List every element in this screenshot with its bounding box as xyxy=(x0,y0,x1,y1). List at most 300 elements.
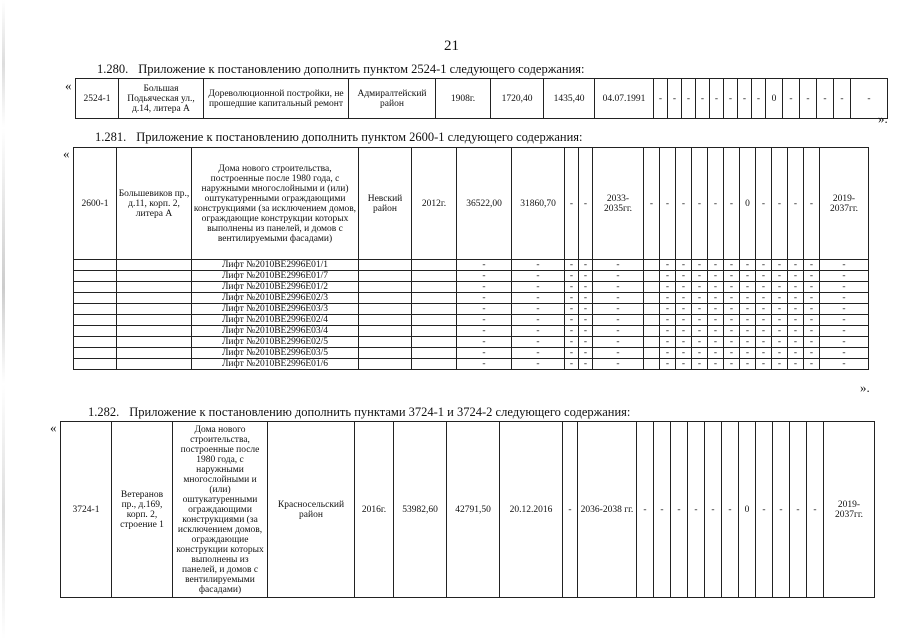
cell-dash: - xyxy=(788,282,804,293)
cell-dash: - xyxy=(660,315,676,326)
cell-dash: - xyxy=(660,326,676,337)
cell-dash: - xyxy=(692,315,708,326)
cell-dash: - xyxy=(593,271,644,282)
cell-dash: - xyxy=(756,348,772,359)
cell-dash: - xyxy=(660,260,676,271)
cell-dash: - xyxy=(579,315,593,326)
cell-dash: - xyxy=(820,260,869,271)
cell-value: - xyxy=(772,148,788,260)
cell-dash: - xyxy=(708,271,724,282)
cell-date: 20.12.2016 xyxy=(500,422,563,598)
cell-dash: - xyxy=(593,326,644,337)
cell-value: - xyxy=(752,79,766,119)
cell-dash: - xyxy=(660,282,676,293)
table-row-lift xyxy=(74,304,869,315)
cell-dash: - xyxy=(457,282,512,293)
cell-dash: - xyxy=(804,326,820,337)
cell-lift-name: Лифт №2010BE2996E01/7 xyxy=(192,271,359,282)
quote-open: « xyxy=(63,146,70,161)
cell-dash: - xyxy=(804,282,820,293)
cell-dash: - xyxy=(820,337,869,348)
section-number: 1.282. xyxy=(88,405,120,419)
cell-dash: - xyxy=(512,337,565,348)
cell-empty xyxy=(412,359,457,370)
cell-dash: - xyxy=(579,348,593,359)
cell-dash: - xyxy=(804,348,820,359)
section-heading-1282 xyxy=(88,405,630,420)
cell-empty xyxy=(644,293,660,304)
cell-lift-name: Лифт №2010BE2996E01/6 xyxy=(192,359,359,370)
cell-district: Невский район xyxy=(359,148,412,260)
cell-dash: - xyxy=(692,260,708,271)
cell-year: 1908г. xyxy=(436,79,491,119)
cell-dash: - xyxy=(820,304,869,315)
table-row-main xyxy=(74,148,869,260)
cell-empty xyxy=(117,315,192,326)
cell-dash: - xyxy=(593,337,644,348)
cell-dash: - xyxy=(579,304,593,315)
cell-dash: - xyxy=(692,282,708,293)
cell-dash: - xyxy=(756,326,772,337)
cell-value: - xyxy=(688,422,705,598)
table-1281 xyxy=(73,147,869,370)
cell-id: 3724-1 xyxy=(61,422,112,598)
cell-dash: - xyxy=(788,315,804,326)
cell-empty xyxy=(644,260,660,271)
cell-empty xyxy=(117,348,192,359)
cell-dash: - xyxy=(708,359,724,370)
cell-empty xyxy=(644,304,660,315)
cell-dash: - xyxy=(788,271,804,282)
cell-dash: - xyxy=(512,359,565,370)
cell-lift-name: Лифт №2010BE2996E03/5 xyxy=(192,348,359,359)
cell-dash: - xyxy=(593,260,644,271)
cell-period: 2033-2035гг. xyxy=(593,148,644,260)
cell-dash: - xyxy=(788,304,804,315)
cell-dash: - xyxy=(692,271,708,282)
cell-dash: - xyxy=(692,348,708,359)
table-row-lift xyxy=(74,348,869,359)
cell-dash: - xyxy=(740,337,756,348)
cell-dash: - xyxy=(724,359,740,370)
cell-area-living: 42791,50 xyxy=(447,422,500,598)
cell-area-living: 1435,40 xyxy=(544,79,595,119)
cell-description: Дореволюционной постройки, не прошедшие капитальный ремонт xyxy=(204,79,349,119)
cell-value: - xyxy=(710,79,724,119)
cell-empty xyxy=(359,282,412,293)
cell-dash: - xyxy=(692,304,708,315)
cell-value: 0 xyxy=(740,148,756,260)
cell-area-living: 31860,70 xyxy=(512,148,565,260)
cell-dash: - xyxy=(804,293,820,304)
page-number: 21 xyxy=(444,38,459,54)
cell-dash: - xyxy=(756,260,772,271)
cell-value: - xyxy=(788,148,804,260)
cell-empty xyxy=(117,293,192,304)
cell-empty xyxy=(359,326,412,337)
cell-dash: - xyxy=(740,315,756,326)
cell-dash: - xyxy=(676,337,692,348)
cell-year: 2016г. xyxy=(355,422,394,598)
cell-dash: - xyxy=(740,260,756,271)
cell-dash: - xyxy=(708,315,724,326)
cell-value: - xyxy=(682,79,696,119)
cell-address: Ветеранов пр., д.169, корп. 2, строение 1 xyxy=(112,422,173,598)
cell-dash: - xyxy=(724,293,740,304)
table-row xyxy=(76,79,888,119)
cell-dash: - xyxy=(676,304,692,315)
cell-empty xyxy=(412,304,457,315)
cell-dash: - xyxy=(660,359,676,370)
cell-dash: - xyxy=(708,304,724,315)
table-row-lift xyxy=(74,271,869,282)
table-row-lift xyxy=(74,337,869,348)
cell-value: - xyxy=(724,148,740,260)
cell-dash: - xyxy=(740,326,756,337)
cell-end-period: 2019-2037гг. xyxy=(820,148,869,260)
cell-dash: - xyxy=(740,359,756,370)
cell-value: - xyxy=(804,148,820,260)
cell-lift-name: Лифт №2010BE2996E02/4 xyxy=(192,315,359,326)
cell-dash: - xyxy=(676,271,692,282)
cell-dash: - xyxy=(772,337,788,348)
table-1282 xyxy=(60,421,875,598)
cell-value: - xyxy=(708,148,724,260)
cell-dash: - xyxy=(692,326,708,337)
cell-value: - xyxy=(696,79,710,119)
cell-empty xyxy=(644,337,660,348)
cell-c2: - xyxy=(579,148,593,260)
cell-dash: - xyxy=(512,293,565,304)
cell-dash: - xyxy=(772,271,788,282)
cell-empty xyxy=(412,315,457,326)
cell-dash: - xyxy=(565,293,579,304)
cell-value: - xyxy=(783,79,800,119)
cell-dash: - xyxy=(457,326,512,337)
cell-dash: - xyxy=(593,282,644,293)
cell-lift-name: Лифт №2010BE2996E02/3 xyxy=(192,293,359,304)
cell-dash: - xyxy=(565,260,579,271)
cell-empty xyxy=(74,359,117,370)
cell-dash: - xyxy=(565,348,579,359)
cell-period: 2036-2038 гг. xyxy=(578,422,637,598)
cell-empty xyxy=(117,304,192,315)
cell-dash: - xyxy=(676,359,692,370)
cell-dash: - xyxy=(788,348,804,359)
cell-value: - xyxy=(773,422,790,598)
cell-dash: - xyxy=(512,315,565,326)
cell-empty xyxy=(359,271,412,282)
cell-value: - xyxy=(660,148,676,260)
cell-value: - xyxy=(790,422,807,598)
cell-dash: - xyxy=(820,293,869,304)
cell-empty xyxy=(412,260,457,271)
cell-dash: - xyxy=(708,260,724,271)
cell-dash: - xyxy=(708,282,724,293)
cell-dash: - xyxy=(772,293,788,304)
cell-address: Большая Подьяческая ул., д.14, литера А xyxy=(119,79,204,119)
cell-dash: - xyxy=(565,359,579,370)
cell-dash: - xyxy=(788,293,804,304)
cell-empty xyxy=(359,348,412,359)
cell-dash: - xyxy=(676,326,692,337)
cell-dash: - xyxy=(457,304,512,315)
cell-dash: - xyxy=(593,304,644,315)
cell-dash: - xyxy=(676,315,692,326)
cell-dash: - xyxy=(772,326,788,337)
cell-dash: - xyxy=(660,293,676,304)
cell-end-period: 2019-2037гг. xyxy=(824,422,875,598)
cell-dash: - xyxy=(804,315,820,326)
cell-empty xyxy=(644,315,660,326)
cell-dash: - xyxy=(593,348,644,359)
cell-dash: - xyxy=(772,359,788,370)
cell-dash: - xyxy=(724,271,740,282)
cell-dash: - xyxy=(565,304,579,315)
cell-empty xyxy=(74,260,117,271)
cell-dash: - xyxy=(804,260,820,271)
cell-lift-name: Лифт №2010BE2996E01/2 xyxy=(192,282,359,293)
cell-dash: - xyxy=(772,304,788,315)
cell-dash: - xyxy=(820,271,869,282)
cell-dash: - xyxy=(740,304,756,315)
cell-empty xyxy=(412,348,457,359)
cell-empty xyxy=(74,315,117,326)
quote-close: ». xyxy=(878,111,888,126)
cell-dash: - xyxy=(579,282,593,293)
cell-dash: - xyxy=(593,315,644,326)
cell-empty xyxy=(74,348,117,359)
cell-dash: - xyxy=(692,293,708,304)
cell-value: - xyxy=(637,422,654,598)
section-heading-1280 xyxy=(97,62,585,77)
cell-value: - xyxy=(756,148,772,260)
cell-value: - xyxy=(851,79,888,119)
cell-dash: - xyxy=(457,260,512,271)
cell-empty xyxy=(74,304,117,315)
cell-empty xyxy=(644,359,660,370)
cell-dash: - xyxy=(756,282,772,293)
cell-empty xyxy=(359,359,412,370)
cell-empty xyxy=(412,326,457,337)
cell-description: Дома нового строительства, построенные после 1980 года, с наружными многослойными и (или) оштукатуренными ограждающими конструкциями (за исключением домов, ограждающие конструкции которых выполнены из панелей, и домов с вентилируемыми фасадами) xyxy=(192,148,359,260)
table-row-lift xyxy=(74,293,869,304)
cell-empty xyxy=(359,260,412,271)
cell-empty xyxy=(117,260,192,271)
cell-dash: - xyxy=(820,326,869,337)
section-number: 1.280. xyxy=(97,62,129,76)
cell-dash: - xyxy=(740,348,756,359)
cell-dash: - xyxy=(756,293,772,304)
quote-open: « xyxy=(50,420,57,435)
cell-lift-name: Лифт №2010BE2996E03/4 xyxy=(192,326,359,337)
cell-value: - xyxy=(807,422,824,598)
cell-id: 2524-1 xyxy=(76,79,119,119)
cell-district: Адмиралтейский район xyxy=(349,79,436,119)
cell-value: - xyxy=(668,79,682,119)
cell-dash: - xyxy=(724,282,740,293)
cell-dash: - xyxy=(708,293,724,304)
cell-dash: - xyxy=(820,282,869,293)
cell-dash: - xyxy=(660,271,676,282)
cell-value: 0 xyxy=(766,79,783,119)
cell-area-total: 36522,00 xyxy=(457,148,512,260)
table-row-lift xyxy=(74,326,869,337)
cell-area-total: 1720,40 xyxy=(491,79,544,119)
cell-dash: - xyxy=(457,337,512,348)
cell-empty xyxy=(359,304,412,315)
cell-dash: - xyxy=(692,337,708,348)
cell-lift-name: Лифт №2010BE2996E02/5 xyxy=(192,337,359,348)
section-title: Приложение к постановлению дополнить пунктами 3724-1 и 3724-2 следующего содержания: xyxy=(129,405,631,419)
cell-dash: - xyxy=(756,337,772,348)
section-title: Приложение к постановлению дополнить пунктом 2524-1 следующего содержания: xyxy=(138,62,585,76)
cell-dash: - xyxy=(740,282,756,293)
cell-dash: - xyxy=(772,260,788,271)
cell-dash: - xyxy=(724,304,740,315)
cell-empty xyxy=(74,271,117,282)
cell-dash: - xyxy=(692,359,708,370)
cell-dash: - xyxy=(724,337,740,348)
table-row-lift xyxy=(74,359,869,370)
scan-edge xyxy=(2,0,5,640)
cell-dash: - xyxy=(457,271,512,282)
cell-dash: - xyxy=(676,348,692,359)
cell-value: - xyxy=(692,148,708,260)
cell-value: - xyxy=(756,422,773,598)
cell-dash: - xyxy=(724,315,740,326)
cell-dash: - xyxy=(565,271,579,282)
cell-dash: - xyxy=(593,359,644,370)
cell-empty xyxy=(117,271,192,282)
cell-value: - xyxy=(705,422,722,598)
cell-value: - xyxy=(800,79,817,119)
cell-dash: - xyxy=(660,337,676,348)
cell-empty xyxy=(74,282,117,293)
cell-dash: - xyxy=(512,271,565,282)
quote-close: ». xyxy=(860,380,870,395)
cell-lift-name: Лифт №2010BE2996E01/1 xyxy=(192,260,359,271)
cell-dash: - xyxy=(660,348,676,359)
cell-dash: - xyxy=(512,326,565,337)
cell-dash: - xyxy=(579,359,593,370)
cell-dash: - xyxy=(579,337,593,348)
cell-dash: - xyxy=(804,337,820,348)
cell-dash: - xyxy=(676,260,692,271)
cell-dash: - xyxy=(676,282,692,293)
cell-value: - xyxy=(724,79,738,119)
cell-dash: - xyxy=(788,260,804,271)
cell-dash: - xyxy=(579,260,593,271)
cell-empty xyxy=(74,293,117,304)
cell-empty xyxy=(644,326,660,337)
cell-dash: - xyxy=(579,271,593,282)
cell-dash: - xyxy=(457,348,512,359)
cell-dash: - xyxy=(756,359,772,370)
cell-dash: - xyxy=(565,315,579,326)
table-1280 xyxy=(75,78,888,119)
cell-dash: - xyxy=(593,293,644,304)
cell-dash: - xyxy=(756,315,772,326)
cell-year: 2012г. xyxy=(412,148,457,260)
cell-empty xyxy=(644,282,660,293)
cell-dash: - xyxy=(788,337,804,348)
cell-value: - xyxy=(676,148,692,260)
cell-dash: - xyxy=(724,348,740,359)
cell-c1: - xyxy=(565,148,579,260)
cell-district: Красносельский район xyxy=(268,422,355,598)
section-title: Приложение к постановлению дополнить пунктом 2600-1 следующего содержания: xyxy=(136,130,583,144)
cell-dash: - xyxy=(804,359,820,370)
cell-empty xyxy=(74,337,117,348)
cell-dash: - xyxy=(512,304,565,315)
cell-dash: - xyxy=(512,260,565,271)
cell-dash: - xyxy=(804,304,820,315)
cell-dash: - xyxy=(788,326,804,337)
cell-value: - xyxy=(654,422,671,598)
cell-dash: - xyxy=(579,326,593,337)
cell-dash: - xyxy=(772,282,788,293)
cell-description: Дома нового строительства, построенные после 1980 года, с наружными многослойными и (или) оштукатуренными ограждающими конструкциями (за исключением домов, ограждающие конструкции которых выполнены из панелей, и домов с вентилируемыми фасадами) xyxy=(173,422,268,598)
quote-open: « xyxy=(65,78,72,93)
cell-dash: - xyxy=(820,348,869,359)
cell-value: - xyxy=(817,79,834,119)
cell-dash: - xyxy=(565,326,579,337)
cell-area-total: 53982,60 xyxy=(394,422,447,598)
cell-value: - xyxy=(654,79,668,119)
cell-dash: - xyxy=(457,359,512,370)
table-row xyxy=(61,422,875,598)
cell-dash: - xyxy=(708,337,724,348)
cell-empty xyxy=(412,293,457,304)
cell-value: - xyxy=(738,79,752,119)
table-row-lift xyxy=(74,315,869,326)
cell-empty xyxy=(117,359,192,370)
cell-dash: - xyxy=(457,315,512,326)
cell-empty xyxy=(74,326,117,337)
cell-dash: - xyxy=(512,348,565,359)
cell-dash: - xyxy=(512,282,565,293)
cell-date: 04.07.1991 xyxy=(595,79,654,119)
cell-dash: - xyxy=(457,293,512,304)
cell-dash: - xyxy=(660,304,676,315)
cell-dash: - xyxy=(565,337,579,348)
cell-empty xyxy=(359,337,412,348)
cell-dash: - xyxy=(676,293,692,304)
cell-empty xyxy=(359,293,412,304)
cell-dash: - xyxy=(740,271,756,282)
cell-dash: - xyxy=(579,293,593,304)
cell-dash: - xyxy=(565,282,579,293)
cell-id: 2600-1 xyxy=(74,148,117,260)
cell-dash: - xyxy=(724,326,740,337)
cell-empty xyxy=(117,326,192,337)
cell-empty xyxy=(412,271,457,282)
cell-dash: - xyxy=(724,260,740,271)
cell-dash: - xyxy=(708,348,724,359)
cell-value: - xyxy=(671,422,688,598)
cell-empty xyxy=(644,271,660,282)
section-number: 1.281. xyxy=(95,130,127,144)
cell-dash: - xyxy=(804,271,820,282)
section-heading-1281 xyxy=(95,130,583,145)
cell-address: Большевиков пр., д.11, корп. 2, литера А xyxy=(117,148,192,260)
cell-dash: - xyxy=(756,304,772,315)
table-row-lift xyxy=(74,282,869,293)
cell-dash: - xyxy=(788,359,804,370)
cell-value: 0 xyxy=(739,422,756,598)
cell-lift-name: Лифт №2010BE2996E03/3 xyxy=(192,304,359,315)
